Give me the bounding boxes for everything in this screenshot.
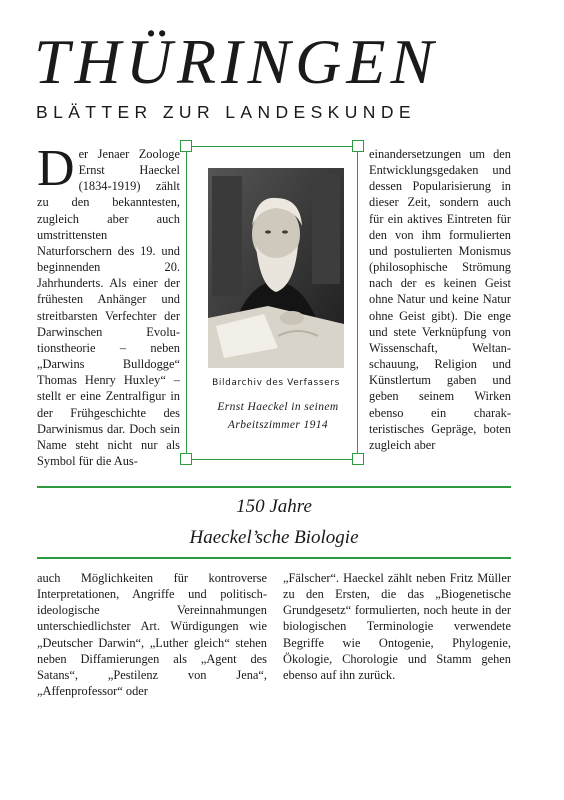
- article-column-left-text: er Jenaer Zoologe Ernst Haeckel (1834-1919) zählt zu den bekanntesten, zugleich aber auch umstrittensten Naturforschern des 19. und beginnenden 20. Jahrhunderts. Als einer der frühesten Anhänger und streitbarsten Verfechter der Darwinschen Evolutionstheorie – neben „Darwins Bulldogge“ Thomas Henry Huxley“ – stellt er eine Zentralfigur in der Frühgeschichte des Darwinismus dar. Doch sein Name steht nicht nur als Symbol für die Aus-: [37, 147, 180, 468]
- article-bottom-right: [283, 570, 511, 683]
- article-column-right: [369, 146, 511, 453]
- masthead-subtitle: BLÄTTER ZUR LANDESKUNDE: [36, 102, 416, 122]
- article-bottom-right-text: „Fälscher“. Haeckel zählt neben Fritz Müller zu den Ersten, die das „Biogenetische Grundgesetz“ formulierten, noch heute in der biologischen Terminologie verwendete Begriffe wie Ontogenie, Phylogenie, Ökologie, Chorologie und Stamm gehen ebenso auf ihn zurück.: [283, 571, 511, 682]
- article-column-right-text: einandersetzungen um den Entwicklungsgedaken und dessen Popularisierung in dieser Zeit, sondern auch für ein aktives Eintreten für den von ihm formulierten und postulierten Monismus (philosophische Strömung nach der es keinen Geist ohne Natur und keine Natur ohne Geist gibt). Die enge und stete Verknüpfung von Wissenschaft, Weltanschauung, Religion und Künstlertum gaben und geben seinem Wirken ebenso ein charakteristisches Gepräge, boten zugleich aber: [369, 147, 511, 452]
- pullquote-line-1: 150 Jahre: [236, 496, 312, 517]
- masthead-title: THÜRINGEN: [34, 26, 439, 97]
- frame-corner-top-right: [352, 140, 364, 152]
- figure-caption-line-2: Arbeitszimmer 1914: [227, 419, 329, 431]
- article-bottom-left: [37, 570, 267, 699]
- pullquote-line-2: Haeckel’sche Biologie: [189, 527, 359, 548]
- portrait-photo: [208, 168, 344, 368]
- drop-cap: D: [37, 140, 75, 197]
- figure-caption: [206, 398, 350, 434]
- article-bottom-left-text: auch Möglichkeiten für kontroverse Interpretationen, Angriffe und politisch-ideologische Vereinnahmungen unterschiedlichster Art. Würdigungen wie „Deutscher Darwin“, „Luther gleich“ stehen neben Diffamierungen als „Agent des Satans“, „Pestilenz von Jena“, „Affenprofessor“ oder: [37, 571, 267, 699]
- frame-corner-top-left: [180, 140, 192, 152]
- photo-credit: Bildarchiv des Verfassers: [212, 378, 340, 388]
- divider-bottom: [37, 557, 511, 559]
- article-column-left: [37, 140, 180, 469]
- frame-corner-bottom-right: [352, 453, 364, 465]
- divider-top: [37, 486, 511, 488]
- portrait-illustration: [208, 168, 344, 368]
- figure-caption-line-1: Ernst Haeckel in seinem: [217, 401, 339, 413]
- frame-corner-bottom-left: [180, 453, 192, 465]
